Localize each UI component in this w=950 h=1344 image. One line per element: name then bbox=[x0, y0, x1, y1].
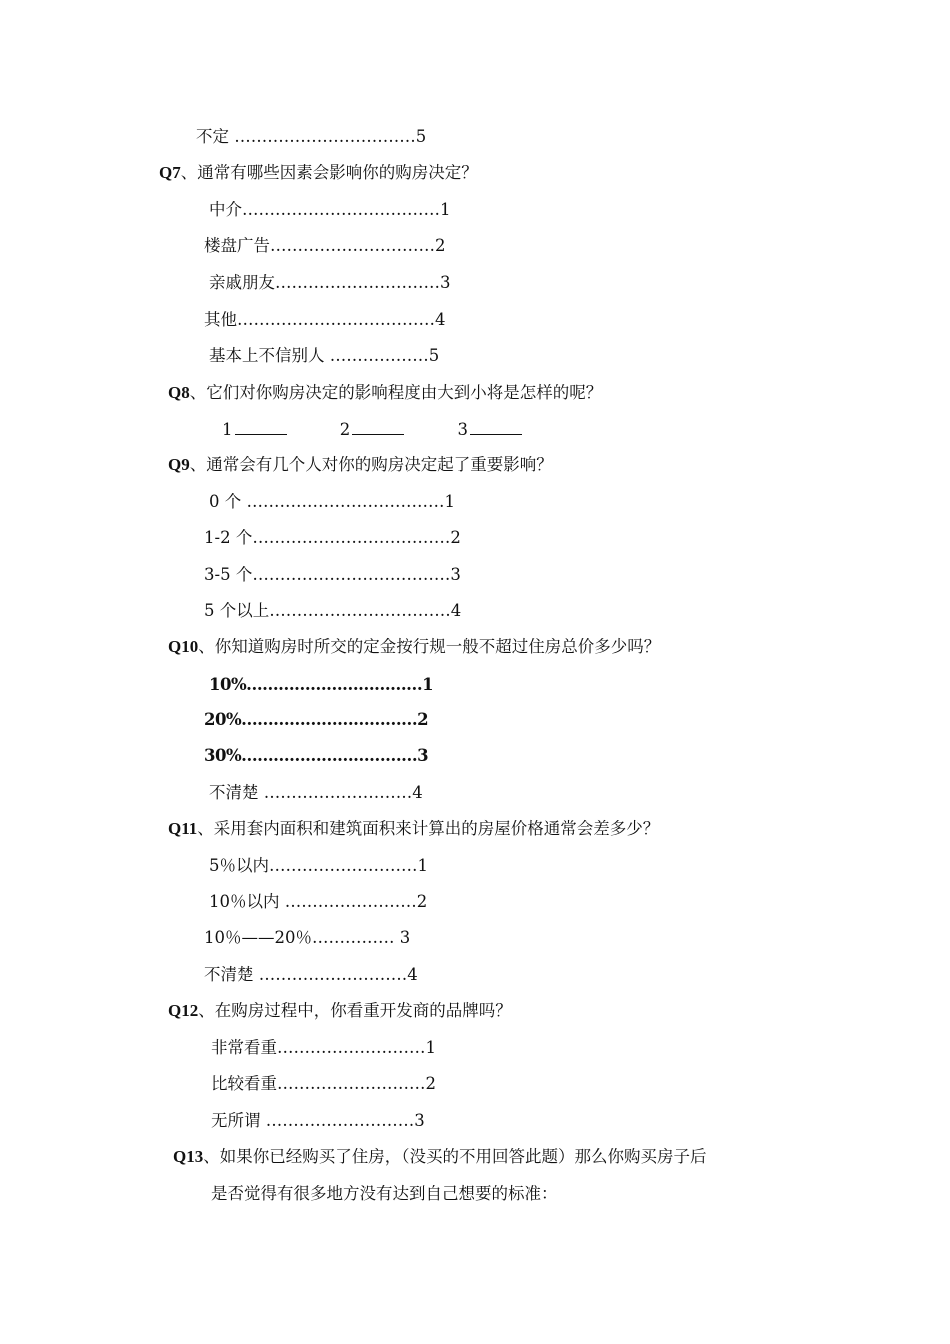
q12-option-2: 比较看重………………………2 bbox=[211, 1074, 436, 1093]
question-q9 bbox=[168, 455, 553, 475]
question-q11 bbox=[168, 819, 659, 839]
question-text: 、如果你已经购买了住房，（没买的不用回答此题）那么你购买房子后 bbox=[203, 1147, 707, 1166]
q8-rank-blanks bbox=[222, 420, 570, 440]
question-number: Q10 bbox=[168, 637, 199, 656]
q9-option-1: 0 个 ………………………………1 bbox=[209, 492, 455, 511]
q10-option-3: 30%……………………………3 bbox=[204, 746, 429, 765]
q11-option-3: 10％——20％…………… 3 bbox=[204, 928, 411, 947]
question-number: Q11 bbox=[168, 819, 198, 838]
rank-blank-2[interactable]: 2 bbox=[340, 420, 405, 440]
rank-blank-1[interactable]: 1 bbox=[222, 420, 287, 440]
q7-option-4: 其他………………………………4 bbox=[204, 310, 446, 329]
question-number: Q12 bbox=[168, 1001, 199, 1020]
q6-option-5: 不定 ……………………………5 bbox=[196, 127, 427, 146]
q10-option-1: 10%……………………………1 bbox=[209, 675, 434, 694]
question-text: 、采用套内面积和建筑面积来计算出的房屋价格通常会差多少？ bbox=[197, 819, 660, 838]
q7-option-3: 亲戚朋友…………………………3 bbox=[209, 273, 451, 292]
question-q8 bbox=[168, 383, 602, 403]
question-number: Q13 bbox=[173, 1147, 204, 1166]
rank-blank-3[interactable]: 3 bbox=[458, 420, 523, 440]
question-q13-continued: 是否觉得有很多地方没有达到自己想要的标准： bbox=[211, 1184, 558, 1203]
question-number: Q9 bbox=[168, 455, 190, 474]
q11-option-2: 10％以内 ……………………2 bbox=[209, 892, 428, 911]
question-number: Q7 bbox=[159, 163, 181, 182]
q12-option-3: 无所谓 ………………………3 bbox=[211, 1111, 425, 1130]
q9-option-3: 3-5 个………………………………3 bbox=[204, 565, 461, 584]
q11-option-1: 5％以内………………………1 bbox=[209, 856, 428, 875]
question-text: 、通常有哪些因素会影响你的购房决定？ bbox=[180, 163, 478, 182]
question-text: 、通常会有几个人对你的购房决定起了重要影响？ bbox=[189, 455, 553, 474]
q9-option-2: 1-2 个………………………………2 bbox=[204, 528, 461, 547]
question-q10 bbox=[168, 637, 660, 657]
q11-option-4: 不清楚 ………………………4 bbox=[204, 965, 418, 984]
question-number: Q8 bbox=[168, 383, 190, 402]
question-q13 bbox=[173, 1147, 706, 1167]
question-text: 、它们对你购房决定的影响程度由大到小将是怎样的呢？ bbox=[189, 383, 603, 402]
question-text: 、你知道购房时所交的定金按行规一般不超过住房总价多少吗？ bbox=[198, 637, 661, 656]
question-q12 bbox=[168, 1001, 512, 1021]
q10-option-4: 不清楚 ………………………4 bbox=[209, 783, 423, 802]
q10-option-2: 20%……………………………2 bbox=[204, 710, 429, 729]
question-text: 、在购房过程中，你看重开发商的品牌吗？ bbox=[198, 1001, 512, 1020]
q7-option-2: 楼盘广告…………………………2 bbox=[204, 236, 446, 255]
q7-option-1: 中介………………………………1 bbox=[209, 200, 451, 219]
q12-option-1: 非常看重………………………1 bbox=[211, 1038, 436, 1057]
q7-option-5: 基本上不信别人 ………………5 bbox=[209, 346, 440, 365]
question-q7 bbox=[159, 163, 478, 183]
q9-option-4: 5 个以上……………………………4 bbox=[204, 601, 462, 620]
